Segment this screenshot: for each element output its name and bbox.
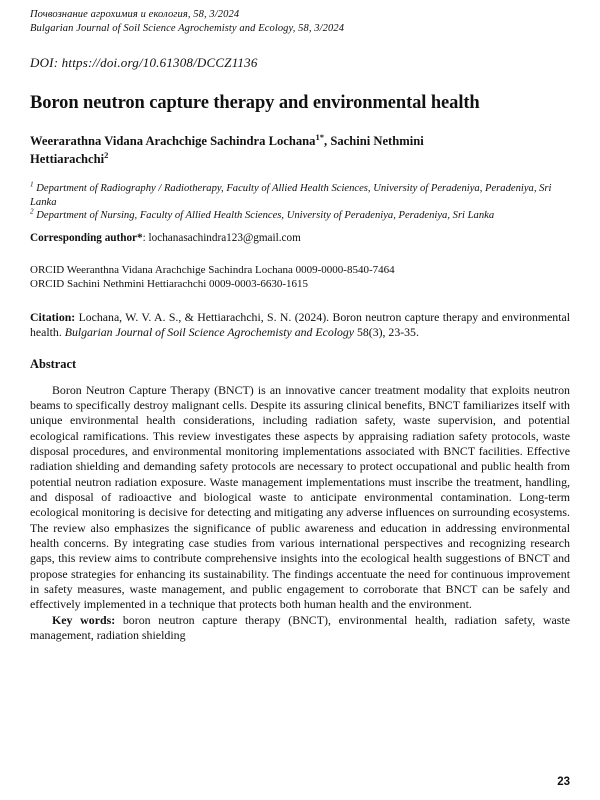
doi-line[interactable]: DOI: https://doi.org/10.61308/DCCZ1136 xyxy=(30,55,258,70)
keywords-label: Key words: xyxy=(52,612,116,627)
citation-journal-name: Bulgarian Journal of Soil Science Agrochemisty and Ecology xyxy=(64,325,355,340)
author-affiliation-marker-1: 1* xyxy=(315,131,325,142)
page-number: 23 xyxy=(557,776,570,788)
author-name-2: Sachini Nethmini Hettiarachchi xyxy=(30,134,424,166)
page-title: Boron neutron capture therapy and environmental health xyxy=(30,93,480,113)
affiliation-1 xyxy=(30,182,570,209)
affiliation-marker-1: 1 xyxy=(30,180,34,189)
abstract-heading: Abstract xyxy=(30,356,77,371)
citation-text-part-1: Lochana, W. V. A. S., & Hettiarachchi, S. N. (2024). Boron neutron capture therapy and environmental health. xyxy=(30,309,570,340)
orcid-line-1[interactable]: ORCID Weeranthna Vidana Arachchige Sachindra Lochana 0009-0000-8540-7464 xyxy=(30,263,395,276)
running-head xyxy=(30,8,570,35)
orcid-block xyxy=(30,263,570,292)
affiliation-text-2: Department of Nursing, Faculty of Allied Health Sciences, University of Peradeniya, Peradeniya, Sri Lanka xyxy=(33,210,495,222)
author-list xyxy=(30,133,470,168)
corresponding-separator: : xyxy=(142,231,149,244)
corresponding-author-label: Corresponding author* xyxy=(30,231,143,244)
citation-block xyxy=(30,310,570,341)
corresponding-author-email[interactable]: lochanasachindra123@gmail.com xyxy=(148,231,301,244)
citation-label: Citation: xyxy=(30,309,76,324)
corresponding-author-line xyxy=(30,231,570,245)
abstract-body: Boron Neutron Capture Therapy (BNCT) is an innovative cancer treatment modality that exploits neutron beams to specifically destroy malignant cells. Despite its assuring clinical benefits, BNCT familiarizes itself with unique environmental health considerations, including radiation safety, waste supervision, and potential ecological ramifications. This review investigates these aspects by appraising radiation safety protocols, waste disposal procedures, and environmental monitoring implementations associated with BNCT facilities. Effective radiation shielding and demanding safety protocols are necessary to protect occupational and public health from potential neutron radiation exposure. Waste management implementations must inscribe the treatment, handling, and disposal of radioactive and biological waste to anticipate environmental contamination. Long-term ecological monitoring is decisive for detecting and mitigating any adverse influences on surrounding ecosystems. The review also emphasizes the significance of public awareness and education in addressing environmental health concerns. By integrating case studies from various international perspectives and recognizing research gaps, this review aims to contribute comprehensive insights into the ecological health suggestions of BNCT and propose strategies for enhancing its sustainability. The findings accentuate the need for continuous improvement in safety measures, waste management, and public engagement to corroborate that BNCT can be safely and effectively implemented in a technique that protects both human health and the environment. xyxy=(30,382,570,612)
author-affiliation-marker-2: 2 xyxy=(104,149,109,160)
orcid-line-2[interactable]: ORCID Sachini Nethmini Hettiarachchi 0009-0003-6630-1615 xyxy=(30,278,309,291)
citation-text-part-2: 58(3), 23-35. xyxy=(354,325,419,340)
affiliation-text-1: Department of Radiography / Radiotherapy, Faculty of Allied Health Sciences, University of Peradeniya, Peradeniya, Sri Lanka xyxy=(30,183,552,208)
keywords-line xyxy=(30,613,570,644)
affiliation-2 xyxy=(30,209,570,223)
affiliation-block xyxy=(30,182,570,223)
keywords-list: boron neutron capture therapy (BNCT), environmental health, radiation safety, waste management, radiation shielding xyxy=(30,612,570,643)
author-separator: , xyxy=(324,134,331,148)
running-head-line-cyrillic: Почвознание агрохимия и екология, 58, 3/2024 xyxy=(30,9,240,20)
running-head-line-english: Bulgarian Journal of Soil Science Agrochemisty and Ecology, 58, 3/2024 xyxy=(30,22,345,34)
affiliation-marker-2: 2 xyxy=(30,207,34,216)
author-name-1: Weerarathna Vidana Arachchige Sachindra Lochana xyxy=(30,134,316,148)
